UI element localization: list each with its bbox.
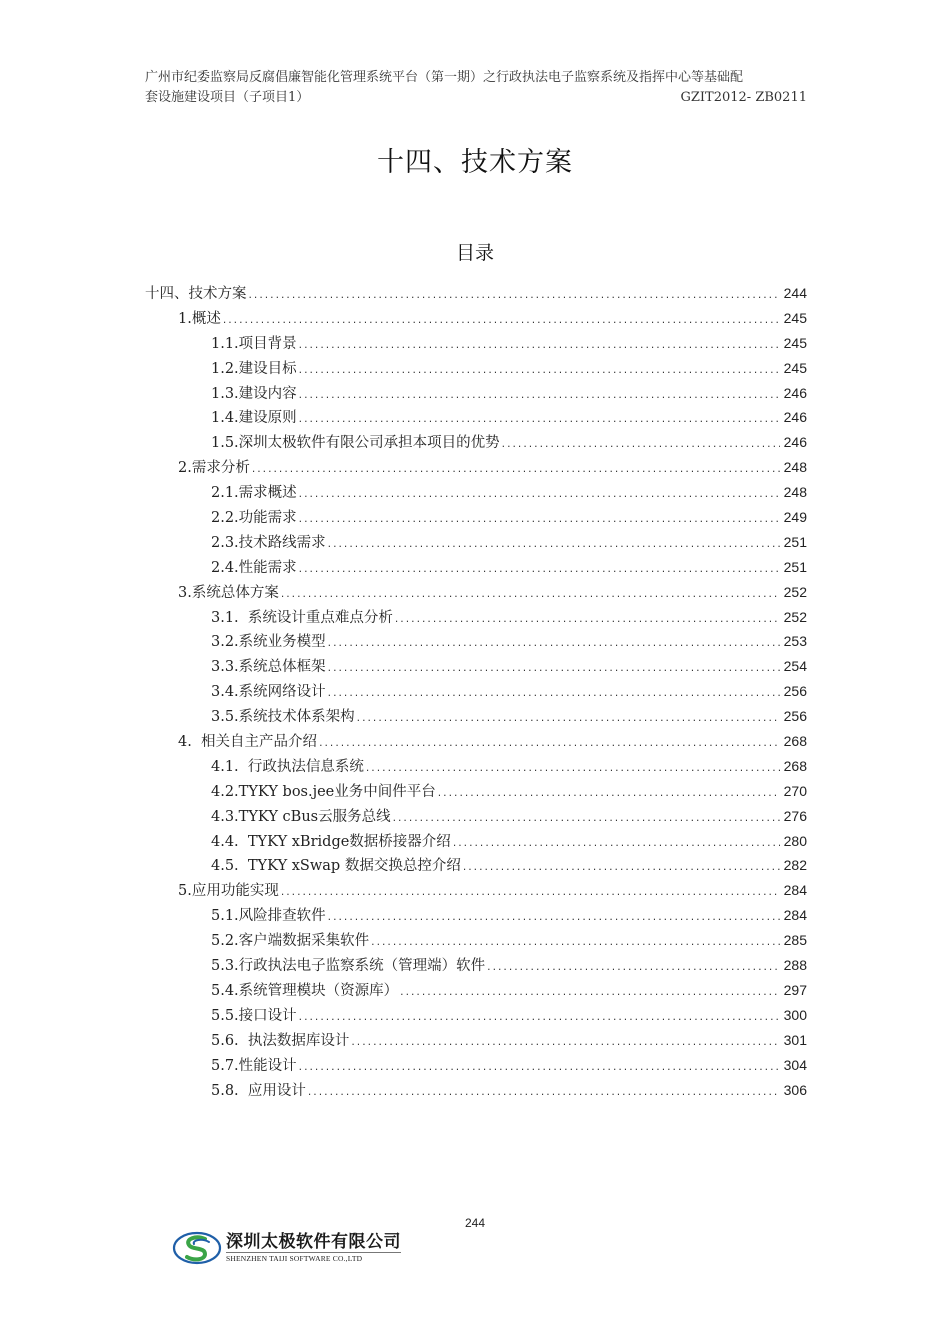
toc-entry-page: 304: [783, 1056, 807, 1073]
toc-entry-page: 297: [783, 981, 807, 998]
toc-entry[interactable]: [145, 506, 807, 531]
header-line-2: [145, 88, 807, 108]
toc-dot-leader: [399, 988, 780, 998]
toc-dot-leader: [370, 938, 780, 948]
toc-entry[interactable]: [145, 879, 807, 904]
toc-dot-leader: [298, 415, 780, 425]
toc-dot-leader: [298, 490, 780, 500]
toc-entry-label: 5.2.客户端数据采集软件: [211, 933, 370, 950]
toc-dot-leader: [222, 316, 780, 326]
toc-entry[interactable]: [145, 357, 807, 382]
company-name-cn: 深圳太极软件有限公司: [226, 1232, 401, 1252]
toc-entry[interactable]: [145, 406, 807, 431]
header-document-code: GZIT2012- ZB0211: [680, 90, 807, 105]
toc-entry[interactable]: [145, 431, 807, 456]
company-name-en: SHENZHEN TAIJI SOFTWARE CO.,LTD: [226, 1252, 401, 1264]
toc-entry-label: 1.4.建设原则: [211, 410, 297, 427]
toc-entry-label: 4.5. TYKY xSwap 数据交换总控介绍: [211, 858, 461, 875]
toc-entry-page: 252: [783, 583, 807, 600]
toc-entry[interactable]: [145, 1004, 807, 1029]
toc-entry-page: 248: [783, 459, 807, 476]
toc-dot-leader: [298, 341, 780, 351]
toc-entry-label: 3.1. 系统设计重点难点分析: [211, 609, 393, 626]
toc-dot-leader: [394, 615, 780, 625]
toc-entry-page: 248: [783, 484, 807, 501]
toc-dot-leader: [298, 391, 780, 401]
toc-entry-label: 3.4.系统网络设计: [211, 684, 326, 701]
toc-entry-page: 244: [783, 285, 807, 301]
toc-entry-label: 3.5.系统技术体系架构: [211, 709, 355, 726]
toc-entry[interactable]: [145, 307, 807, 332]
toc-entry[interactable]: [145, 382, 807, 407]
toc-entry[interactable]: [145, 606, 807, 631]
toc-entry-label: 3.2.系统业务模型: [211, 634, 326, 651]
toc-dot-leader: [327, 540, 780, 550]
toc-entry[interactable]: [145, 456, 807, 481]
toc-entry-label: 5.3.行政执法电子监察系统（管理端）软件: [211, 958, 486, 975]
toc-entry-page: 245: [783, 334, 807, 351]
toc-entry-label: 2.需求分析: [178, 460, 250, 477]
toc-dot-leader: [298, 1063, 780, 1073]
toc-entry-page: 245: [783, 309, 807, 326]
toc-dot-leader: [462, 863, 780, 873]
toc-entry[interactable]: [145, 1079, 807, 1104]
toc-dot-leader: [280, 888, 780, 898]
toc-dot-leader: [251, 465, 780, 475]
toc-dot-leader: [501, 440, 780, 450]
toc-entry[interactable]: [145, 481, 807, 506]
toc-entry-label: 4.4. TYKY xBridge数据桥接器介绍: [211, 833, 451, 850]
toc-entry[interactable]: [145, 556, 807, 581]
toc-entry-label: 2.3.技术路线需求: [211, 534, 326, 551]
toc-entry-label: 2.2.功能需求: [211, 510, 297, 527]
toc-dot-leader: [452, 839, 780, 849]
toc-dot-leader: [298, 515, 780, 525]
toc-dot-leader: [307, 1088, 780, 1098]
company-logo: [172, 1229, 424, 1267]
toc-dot-leader: [392, 814, 780, 824]
toc-entry-label: 3.3.系统总体框架: [211, 659, 326, 676]
toc-entry-page: 284: [783, 907, 807, 924]
toc-dot-leader: [356, 714, 780, 724]
toc-dot-leader: [327, 664, 780, 674]
toc-dot-leader: [327, 913, 780, 923]
toc-entry-page: 245: [783, 359, 807, 376]
toc-entry-label: 4.2.TYKY bos.jee业务中间件平台: [211, 783, 436, 800]
toc-dot-leader: [365, 764, 780, 774]
toc-entry-label: 5.6. 执法数据库设计: [211, 1032, 350, 1049]
toc-entry-page: 280: [783, 832, 807, 849]
toc-entry[interactable]: [145, 655, 807, 680]
toc-entry-page: 268: [783, 757, 807, 774]
toc-entry[interactable]: [145, 705, 807, 730]
toc-entry[interactable]: [145, 854, 807, 879]
toc-entry[interactable]: [145, 531, 807, 556]
toc-entry-page: 246: [783, 409, 807, 426]
toc-dot-leader: [318, 739, 780, 749]
toc-entry-label: 4. 相关自主产品介绍: [178, 734, 318, 751]
header-line-1: 广州市纪委监察局反腐倡廉智能化管理系统平台（第一期）之行政执法电子监察系统及指挥中心等基础配: [145, 70, 744, 85]
toc-entry-label: 1.1.项目背景: [211, 335, 297, 352]
toc-entry-label: 1.2.建设目标: [211, 360, 297, 377]
toc-entry-label: 1.概述: [178, 310, 221, 327]
toc-entry-label: 2.4.性能需求: [211, 559, 297, 576]
toc-entry-label: 5.8. 应用设计: [211, 1082, 306, 1099]
toc-entry[interactable]: [145, 680, 807, 705]
toc-entry-label: 2.1.需求概述: [211, 485, 297, 502]
toc-entry-page: 285: [783, 932, 807, 949]
toc-entry-page: 284: [783, 882, 807, 899]
toc-entry-page: 288: [783, 957, 807, 974]
toc-entry[interactable]: [145, 954, 807, 979]
toc-dot-leader: [298, 1013, 780, 1023]
toc-entry-label: 5.应用功能实现: [178, 883, 279, 900]
toc-heading: 目录: [455, 242, 494, 264]
toc-entry[interactable]: [145, 332, 807, 357]
page-number: 244: [464, 1216, 486, 1230]
table-of-contents: [145, 282, 807, 1103]
toc-entry[interactable]: [145, 805, 807, 830]
toc-entry-label: 4.3.TYKY cBus云服务总线: [211, 808, 391, 825]
toc-entry[interactable]: [145, 929, 807, 954]
toc-dot-leader: [298, 565, 780, 575]
toc-entry-page: 251: [783, 558, 807, 575]
toc-entry-page: 268: [783, 733, 807, 750]
toc-dot-leader: [298, 366, 780, 376]
toc-entry[interactable]: [145, 780, 807, 805]
toc-entry-page: 252: [783, 608, 807, 625]
toc-entry-page: 246: [783, 384, 807, 401]
toc-dot-leader: [327, 689, 780, 699]
toc-entry-label: 5.4.系统管理模块（资源库）: [211, 982, 399, 999]
toc-entry-page: 306: [783, 1081, 807, 1098]
toc-entry-label: 5.7.性能设计: [211, 1057, 297, 1074]
toc-dot-leader: [327, 639, 780, 649]
toc-entry[interactable]: [145, 581, 807, 606]
page-title: 十四、技术方案: [377, 147, 573, 178]
toc-dot-leader: [437, 789, 780, 799]
toc-entry[interactable]: [145, 904, 807, 929]
running-header: [145, 68, 807, 108]
toc-entry[interactable]: [145, 755, 807, 780]
toc-entry-page: 256: [783, 683, 807, 700]
toc-entry-label: 十四、技术方案: [145, 286, 247, 302]
toc-entry-page: 276: [783, 807, 807, 824]
toc-entry-label: 5.1.风险排查软件: [211, 908, 326, 925]
toc-entry[interactable]: [145, 282, 807, 307]
toc-dot-leader: [486, 963, 780, 973]
toc-entry[interactable]: [145, 979, 807, 1004]
toc-entry-label: 1.3.建设内容: [211, 385, 297, 402]
taiji-s-logo-icon: [172, 1229, 222, 1267]
toc-dot-leader: [350, 1038, 780, 1048]
toc-entry-page: 270: [783, 782, 807, 799]
toc-dot-leader: [248, 291, 781, 301]
toc-entry-page: 246: [783, 434, 807, 451]
toc-entry-page: 300: [783, 1006, 807, 1023]
toc-dot-leader: [280, 590, 780, 600]
toc-entry[interactable]: [145, 830, 807, 855]
toc-entry-label: 3.系统总体方案: [178, 584, 279, 601]
toc-entry-page: 254: [783, 658, 807, 675]
toc-entry-page: 282: [783, 857, 807, 874]
toc-entry-label: 1.5.深圳太极软件有限公司承担本项目的优势: [211, 435, 500, 452]
toc-entry-page: 251: [783, 533, 807, 550]
toc-entry-page: 301: [783, 1031, 807, 1048]
toc-entry[interactable]: [145, 730, 807, 755]
toc-entry-page: 253: [783, 633, 807, 650]
toc-entry-label: 5.5.接口设计: [211, 1007, 297, 1024]
toc-entry[interactable]: [145, 1029, 807, 1054]
toc-entry-label: 4.1. 行政执法信息系统: [211, 758, 364, 775]
header-project-name: 套设施建设项目（子项目1）: [145, 90, 310, 105]
toc-entry[interactable]: [145, 1054, 807, 1079]
toc-entry[interactable]: [145, 630, 807, 655]
toc-entry-page: 249: [783, 509, 807, 526]
toc-entry-page: 256: [783, 708, 807, 725]
